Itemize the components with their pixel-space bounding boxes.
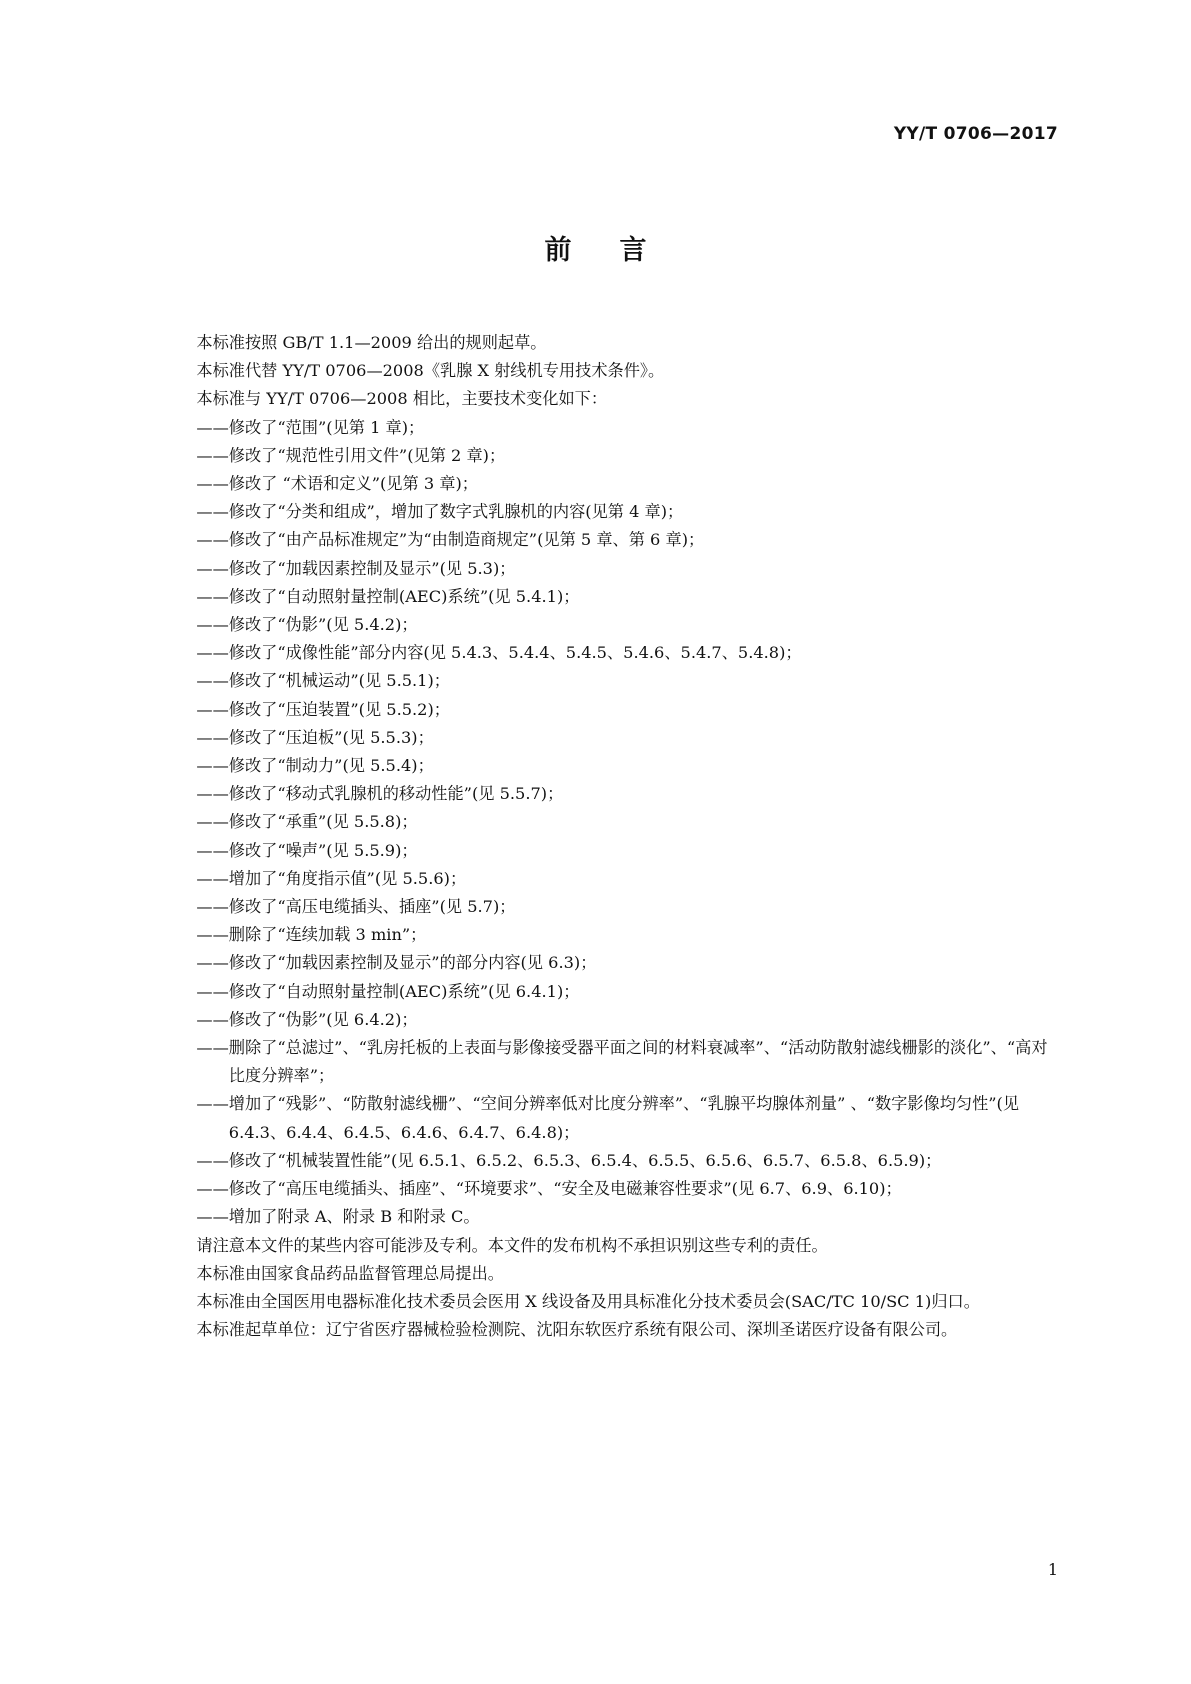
change-item: ——修改了“机械运动”(见 5.5.1)； (196, 671, 450, 691)
closing-paragraph: 本标准由全国医用电器标准化技术委员会医用 X 线设备及用具标准化分技术委员会(SAC/TC 10/SC 1)归口。 (196, 1291, 980, 1311)
standard-number: YY/T 0706—2017 (893, 124, 1058, 144)
change-item: ——增加了“角度指示值”(见 5.5.6)； (196, 868, 467, 888)
change-item: ——修改了“规范性引用文件”(见第 2 章)； (196, 445, 506, 465)
change-item: ——修改了“制动力”(见 5.5.4)； (196, 756, 434, 776)
change-item: ——修改了“伪影”(见 6.4.2)； (196, 1009, 418, 1029)
change-item: ——修改了“压迫板”(见 5.5.3)； (196, 727, 434, 747)
change-item: ——修改了“分类和组成”，增加了数字式乳腺机的内容(见第 4 章)； (196, 502, 684, 522)
change-item: ——修改了“高压电缆插头、插座”、“环境要求”、“安全及电磁兼容性要求”(见 6.7、6.9、6.10)； (196, 1179, 902, 1199)
change-item: ——修改了“机械装置性能”(见 6.5.1、6.5.2、6.5.3、6.5.4、6.5.5、6.5.6、6.5.7、6.5.8、6.5.9)； (196, 1150, 942, 1170)
change-item: ——删除了“总滤过”、“乳房托板的上表面与影像接受器平面之间的材料衰减率”、“活动防散射滤线栅影的淡化”、“高对比度分辨率”； (196, 1038, 1048, 1086)
change-item: ——修改了 “术语和定义”(见第 3 章)； (196, 474, 478, 494)
change-item: ——修改了“承重”(见 5.5.8)； (196, 812, 418, 832)
closing-paragraph: 请注意本文件的某些内容可能涉及专利。本文件的发布机构不承担识别这些专利的责任。 (196, 1235, 828, 1255)
closing-paragraph: 本标准由国家食品药品监督管理总局提出。 (196, 1263, 504, 1283)
change-item: ——修改了“自动照射量控制(AEC)系统”(见 5.4.1)； (196, 586, 580, 606)
change-item: ——修改了“压迫装置”(见 5.5.2)； (196, 699, 450, 719)
closing-paragraph: 本标准起草单位：辽宁省医疗器械检验检测院、沈阳东软医疗系统有限公司、深圳圣诺医疗设备有限公司。 (196, 1320, 958, 1340)
change-item: ——修改了“伪影”(见 5.4.2)； (196, 615, 418, 635)
change-item: ——修改了“范围”(见第 1 章)； (196, 417, 425, 437)
change-item: ——修改了“加载因素控制及显示”的部分内容(见 6.3)； (196, 953, 597, 973)
intro-paragraph: 本标准按照 GB/T 1.1—2009 给出的规则起草。 (196, 333, 547, 352)
intro-paragraph: 本标准与 YY/T 0706—2008 相比，主要技术变化如下： (196, 389, 608, 409)
change-item: ——修改了“自动照射量控制(AEC)系统”(见 6.4.1)； (196, 981, 580, 1001)
change-item: ——增加了附录 A、附录 B 和附录 C。 (196, 1207, 480, 1227)
change-item: ——修改了“由产品标准规定”为“由制造商规定”(见第 5 章、第 6 章)； (196, 530, 705, 550)
change-item: ——修改了“加载因素控制及显示”(见 5.3)； (196, 558, 516, 578)
change-item: ——修改了“高压电缆插头、插座”(见 5.7)； (196, 897, 516, 917)
change-item: ——删除了“连续加载 3 min”； (196, 925, 427, 945)
intro-paragraph: 本标准代替 YY/T 0706—2008《乳腺 X 射线机专用技术条件》。 (196, 361, 665, 381)
change-item: ——修改了“成像性能”部分内容(见 5.4.3、5.4.4、5.4.5、5.4.6、5.4.7、5.4.8)； (196, 643, 802, 663)
change-item: ——增加了“残影”、“防散射滤线栅”、“空间分辨率低对比度分辨率”、“乳腺平均腺体剂量” 、“数字影像均匀性”(见 6.4.3、6.4.4、6.4.5、6.4.6、6.4.7、6.4.8)； (196, 1094, 1020, 1142)
foreword-body (164, 329, 1060, 1344)
change-item: ——修改了“噪声”(见 5.5.9)； (196, 840, 418, 860)
page-number: 1 (1047, 1560, 1058, 1579)
change-item: ——修改了“移动式乳腺机的移动性能”(见 5.5.7)； (196, 784, 564, 804)
page-title: 前言 (544, 235, 695, 266)
